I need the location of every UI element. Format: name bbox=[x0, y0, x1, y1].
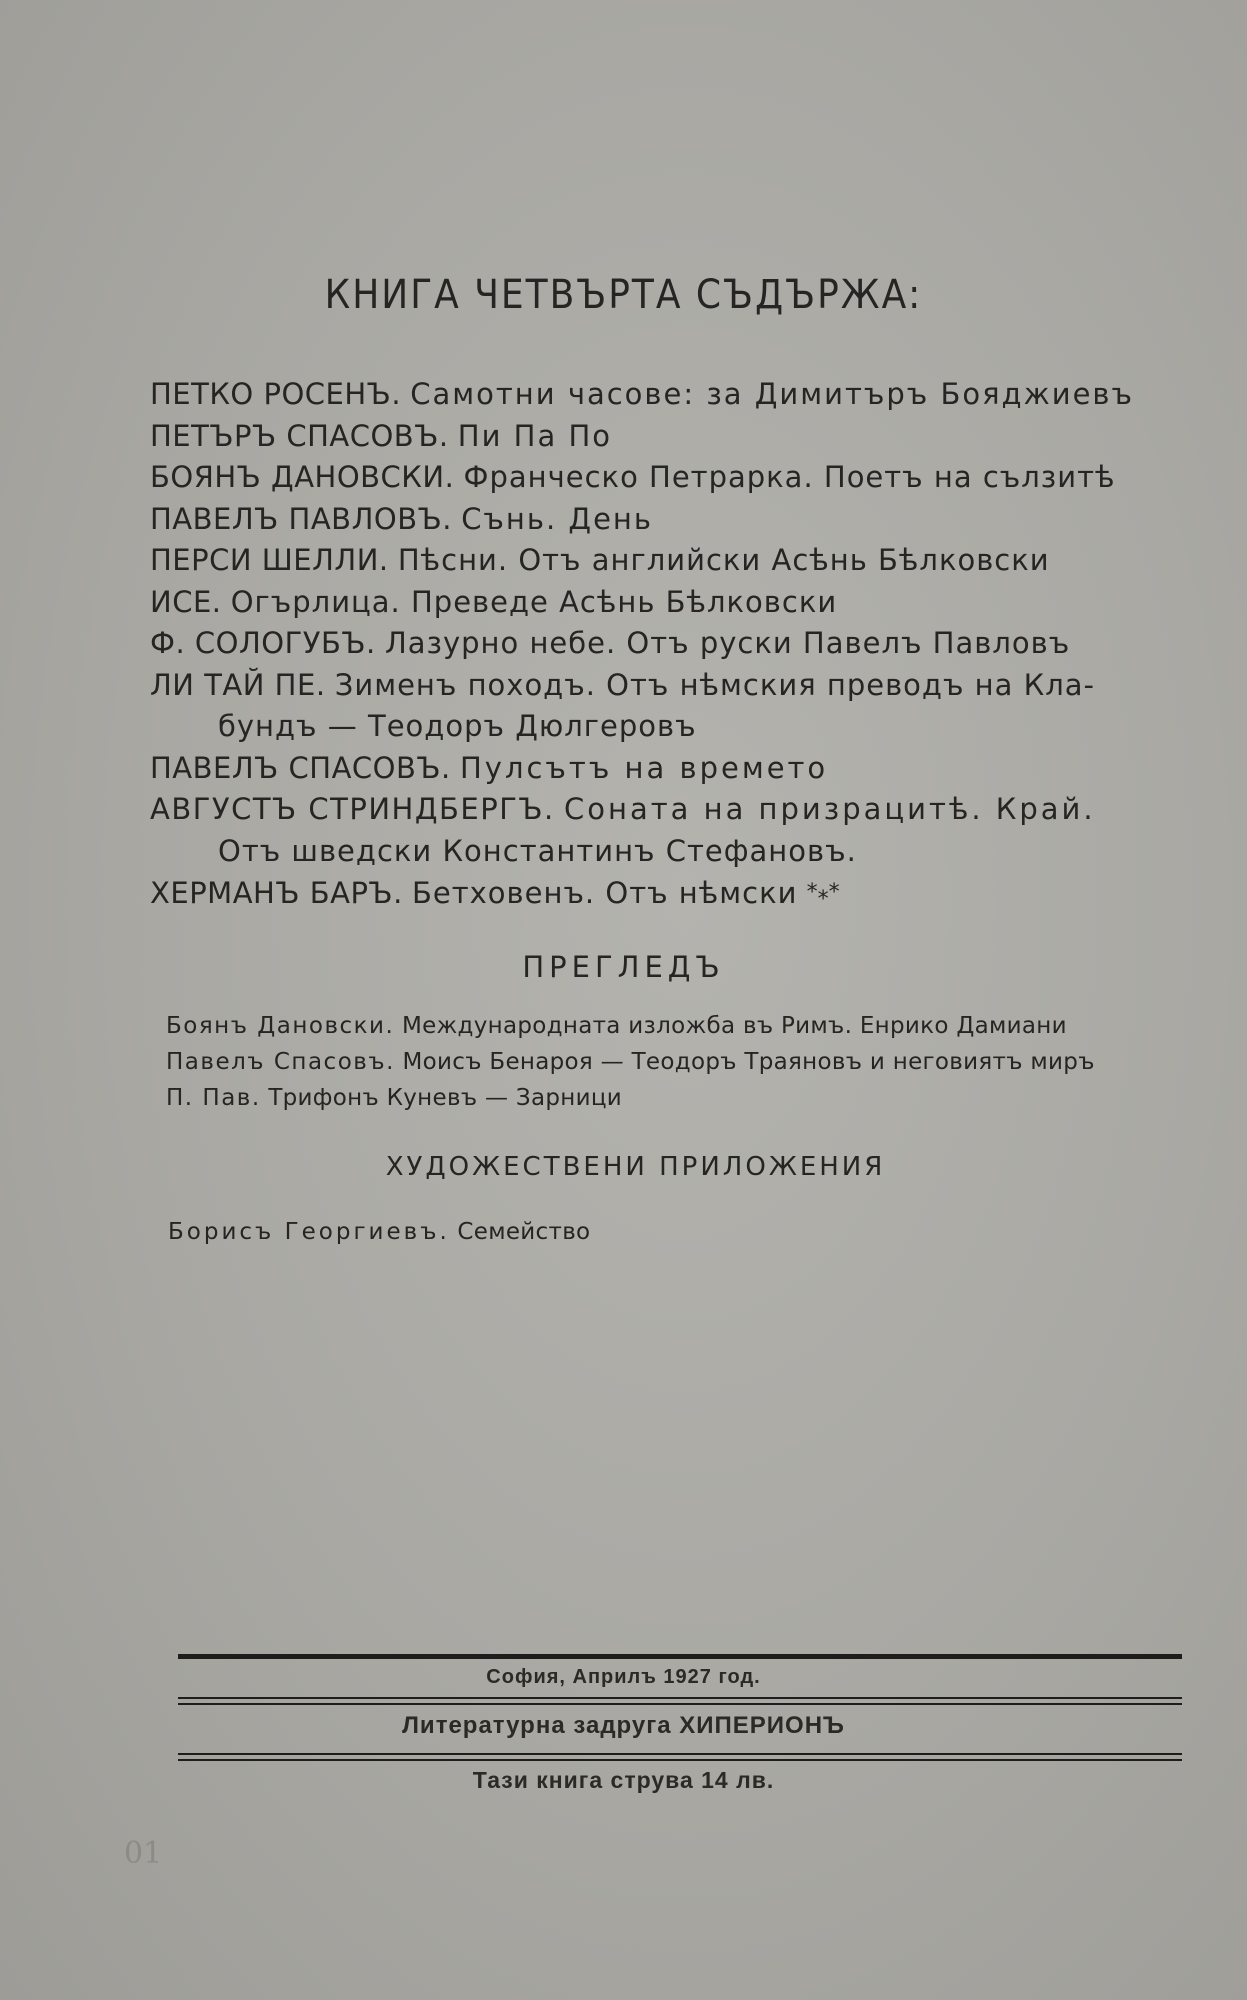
review-author: Боянъ Дановски. bbox=[166, 1013, 395, 1039]
footer-rule bbox=[178, 1759, 1182, 1761]
toc-work: Пулсътъ на времето bbox=[459, 750, 829, 785]
toc-author: АВГУСТЪ СТРИНДБЕРГЪ. bbox=[150, 792, 555, 826]
toc-author: ХЕРМАНЪ БАРЪ. bbox=[150, 876, 403, 910]
toc-work: Пѣсни. Отъ английски Асѣнь Бѣлковски bbox=[397, 543, 1050, 577]
review-text: Международната изложба въ Римъ. Енрико Дамиани bbox=[401, 1013, 1067, 1039]
toc-entry bbox=[150, 748, 1170, 790]
review-heading: ПРЕГЛЕДЪ bbox=[522, 950, 725, 984]
toc-author: БОЯНЪ ДАНОВСКИ. bbox=[150, 460, 455, 494]
toc-work: Соната на призрацитѣ. Край. bbox=[564, 792, 1096, 826]
footer-rule bbox=[178, 1697, 1182, 1699]
toc-work: Огърлица. Преведе Асѣнь Бѣлковски bbox=[230, 584, 838, 619]
footer-publisher: Литературна задруга ХИПЕРИОНЪ bbox=[402, 1712, 845, 1739]
page-title: КНИГА ЧЕТВЪРТА СЪДЪРЖА: bbox=[324, 272, 923, 318]
toc-work: Пи Па По bbox=[457, 418, 612, 453]
toc-author: ПЕРСИ ШЕЛЛИ. bbox=[150, 543, 389, 577]
review-item bbox=[166, 1080, 1186, 1116]
art-heading: ХУДОЖЕСТВЕНИ ПРИЛОЖЕНИЯ bbox=[385, 1152, 886, 1182]
toc-entry bbox=[150, 499, 1170, 541]
table-of-contents bbox=[150, 374, 1170, 915]
toc-author: ЛИ ТАЙ ПЕ. bbox=[150, 667, 326, 702]
toc-entry bbox=[150, 582, 1170, 624]
toc-author: ПЕТКО РОСЕНЪ. bbox=[150, 377, 402, 411]
art-author: Борисъ Георгиевъ. bbox=[168, 1219, 450, 1245]
review-item bbox=[166, 1008, 1186, 1044]
review-list bbox=[166, 1008, 1186, 1116]
toc-work: Бетховенъ. Отъ нѣмски bbox=[412, 876, 798, 910]
review-text: Трифонъ Куневъ — Зарници bbox=[268, 1085, 623, 1111]
toc-work: Зименъ походъ. Отъ нѣмския преводъ на Кла- bbox=[334, 667, 1095, 702]
toc-author: Ф. СОЛОГУБЪ. bbox=[150, 626, 376, 660]
toc-entry bbox=[150, 416, 1170, 458]
review-author: П. Пав. bbox=[166, 1085, 261, 1111]
toc-work: Франческо Петрарка. Поетъ на сълзитѣ bbox=[463, 460, 1116, 494]
toc-entry-continuation bbox=[150, 831, 1170, 873]
toc-entry bbox=[150, 623, 1170, 665]
review-item bbox=[166, 1044, 1186, 1080]
toc-work: Лазурно небе. Отъ руски Павелъ Павловъ bbox=[384, 626, 1071, 660]
toc-author: ПАВЕЛЪ ПАВЛОВЪ. bbox=[150, 501, 452, 536]
toc-entry bbox=[150, 789, 1170, 831]
toc-entry bbox=[150, 540, 1170, 582]
toc-entry bbox=[150, 665, 1170, 707]
art-text: Семейство bbox=[457, 1219, 591, 1245]
asterism-icon: *⁎* bbox=[806, 880, 840, 905]
art-list bbox=[168, 1214, 1188, 1250]
review-text: Моисъ Бенароя — Теодоръ Траяновъ и неговиятъ миръ bbox=[402, 1049, 1095, 1075]
toc-entry bbox=[150, 872, 1170, 915]
art-item bbox=[168, 1214, 1188, 1250]
review-author: Павелъ Спасовъ. bbox=[166, 1049, 395, 1075]
footer-rule bbox=[178, 1703, 1182, 1705]
toc-author: ПАВЕЛЪ СПАСОВЪ. bbox=[150, 750, 451, 785]
toc-work: бундъ — Теодоръ Дюлгеровъ bbox=[218, 709, 697, 743]
toc-work: Самотни часове: за Димитъръ Бояджиевъ bbox=[410, 377, 1135, 411]
toc-work: Отъ шведски Константинъ Стефановъ. bbox=[218, 833, 857, 868]
footer-place-date: София, Априлъ 1927 год. bbox=[486, 1666, 761, 1688]
toc-entry bbox=[150, 457, 1170, 499]
toc-author: ПЕТЪРЪ СПАСОВЪ. bbox=[150, 418, 449, 453]
page-stamp-mark: 01 bbox=[124, 1836, 163, 1871]
footer-rule bbox=[178, 1753, 1182, 1755]
toc-entry-continuation bbox=[150, 706, 1170, 748]
footer-rule-top bbox=[178, 1654, 1182, 1659]
toc-work: Сънь. День bbox=[461, 501, 653, 536]
footer-price: Тази книга струва 14 лв. bbox=[472, 1767, 775, 1793]
toc-author: ИСЕ. bbox=[150, 584, 222, 619]
toc-entry bbox=[150, 374, 1170, 416]
